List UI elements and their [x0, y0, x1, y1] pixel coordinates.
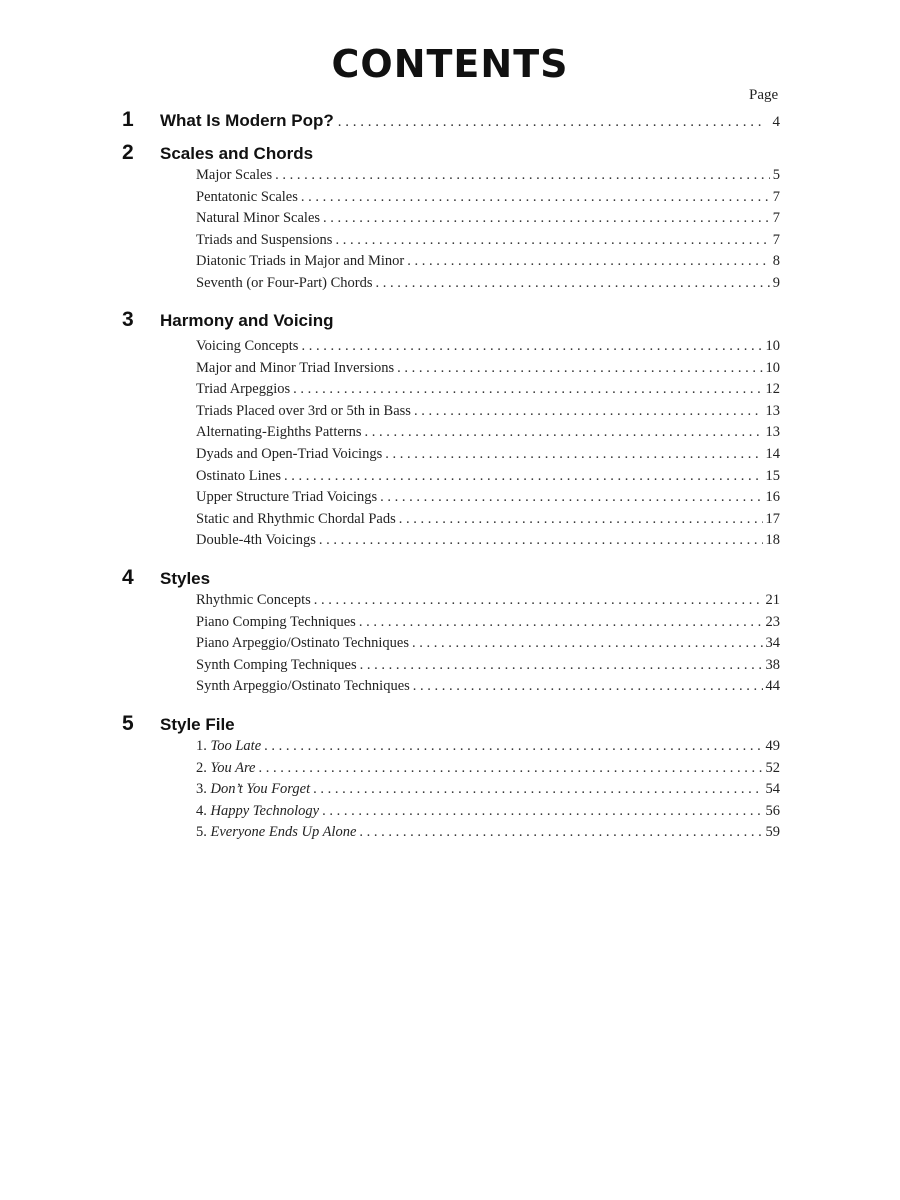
- dot-leader: [359, 614, 763, 631]
- dot-leader: [319, 532, 763, 549]
- chapter-number: 1: [122, 108, 134, 131]
- chapter-title: Style File: [160, 715, 235, 734]
- toc-entry[interactable]: Triads Placed over 3rd or 5th in Bass . . . 13: [196, 403, 780, 425]
- toc-entry[interactable]: Upper Structure Triad Voicings . . . 16: [196, 489, 780, 511]
- chapter-number: 2: [122, 141, 134, 164]
- chapter-page-number: 4: [772, 114, 780, 130]
- chapter-number: 5: [122, 712, 134, 735]
- toc-entry[interactable]: Major and Minor Triad Inversions . . . 10: [196, 360, 780, 382]
- dot-leader: [293, 381, 762, 398]
- dot-leader: [322, 803, 762, 820]
- dot-leader: [275, 167, 770, 184]
- page-title: CONTENTS: [331, 42, 569, 86]
- dot-leader: [399, 511, 763, 528]
- toc-entry[interactable]: Seventh (or Four-Part) Chords . . . 9: [196, 275, 780, 297]
- dot-leader: [323, 210, 770, 227]
- entry-list: [122, 738, 780, 846]
- chapter-number: 4: [122, 566, 134, 589]
- dot-leader: [359, 824, 762, 841]
- toc-entry[interactable]: Triad Arpeggios . . . 12: [196, 381, 780, 403]
- dot-leader: [301, 338, 762, 355]
- dot-leader: [413, 678, 763, 695]
- toc-entry[interactable]: Rhythmic Concepts . . . 21: [196, 592, 780, 614]
- entry-list: [122, 338, 780, 554]
- chapter-title: Harmony and Voicing: [160, 311, 334, 330]
- chapter-title: Styles: [160, 569, 211, 588]
- entry-list: [122, 592, 780, 700]
- chapter-heading: [122, 566, 780, 592]
- toc-entry[interactable]: Diatonic Triads in Major and Minor . . . 8: [196, 253, 780, 275]
- dot-leader: [301, 189, 770, 206]
- chapter-4: [122, 566, 780, 700]
- toc-entry[interactable]: 4. Happy Technology . . . 56: [196, 803, 780, 825]
- entry-list: [122, 167, 780, 297]
- dot-leader: [376, 275, 770, 292]
- dot-leader: [338, 114, 764, 131]
- toc-entry[interactable]: Synth Arpeggio/Ostinato Techniques . . . 44: [196, 678, 780, 700]
- dot-leader: [284, 468, 763, 485]
- toc-entry[interactable]: Static and Rhythmic Chordal Pads . . . 17: [196, 511, 780, 533]
- toc-entry[interactable]: 1. Too Late . . . 49: [196, 738, 780, 760]
- toc-entry[interactable]: Ostinato Lines . . . 15: [196, 468, 780, 490]
- chapter-heading: [122, 308, 780, 334]
- toc-entry[interactable]: 3. Don’t You Forget . . . 54: [196, 781, 780, 803]
- chapter-title: What Is Modern Pop?: [160, 111, 334, 130]
- dot-leader: [414, 403, 763, 420]
- toc-entry[interactable]: Piano Arpeggio/Ostinato Techniques . . . 34: [196, 635, 780, 657]
- dot-leader: [397, 360, 762, 377]
- dot-leader: [314, 592, 763, 609]
- dot-leader: [335, 232, 769, 249]
- toc-entry[interactable]: 5. Everyone Ends Up Alone . . . 59: [196, 824, 780, 846]
- dot-leader: [313, 781, 762, 798]
- dot-leader: [264, 738, 762, 755]
- toc-entry[interactable]: Pentatonic Scales . . . 7: [196, 189, 780, 211]
- dot-leader: [385, 446, 762, 463]
- chapter-number: 3: [122, 308, 134, 331]
- toc-entry[interactable]: Synth Comping Techniques . . . 38: [196, 657, 780, 679]
- toc-entry[interactable]: Alternating-Eighths Patterns . . . 13: [196, 424, 780, 446]
- dot-leader: [380, 489, 762, 506]
- toc-entry[interactable]: Double-4th Voicings . . . 18: [196, 532, 780, 554]
- toc-entry[interactable]: Dyads and Open-Triad Voicings . . . 14: [196, 446, 780, 468]
- toc-entry[interactable]: Natural Minor Scales . . . 7: [196, 210, 780, 232]
- chapter-3: [122, 308, 780, 554]
- chapter-title: Scales and Chords: [160, 144, 314, 163]
- dot-leader: [412, 635, 763, 652]
- toc-entry[interactable]: Piano Comping Techniques . . . 23: [196, 614, 780, 636]
- dot-leader: [360, 657, 763, 674]
- toc-entry[interactable]: Triads and Suspensions . . . 7: [196, 232, 780, 254]
- dot-leader: [365, 424, 763, 441]
- dot-leader: [259, 760, 763, 777]
- toc-entry[interactable]: 2. You Are . . . 52: [196, 760, 780, 782]
- chapter-5: [122, 712, 780, 846]
- toc-entry[interactable]: Major Scales . . . 5: [196, 167, 780, 189]
- chapter-heading: [122, 141, 780, 167]
- page-column-label: Page: [749, 87, 779, 103]
- toc-entry[interactable]: Voicing Concepts . . . 10: [196, 338, 780, 360]
- chapter-heading: [122, 108, 780, 134]
- chapter-2: [122, 141, 780, 297]
- chapter-heading: [122, 712, 780, 738]
- chapter-1: [122, 108, 780, 134]
- dot-leader: [407, 253, 770, 270]
